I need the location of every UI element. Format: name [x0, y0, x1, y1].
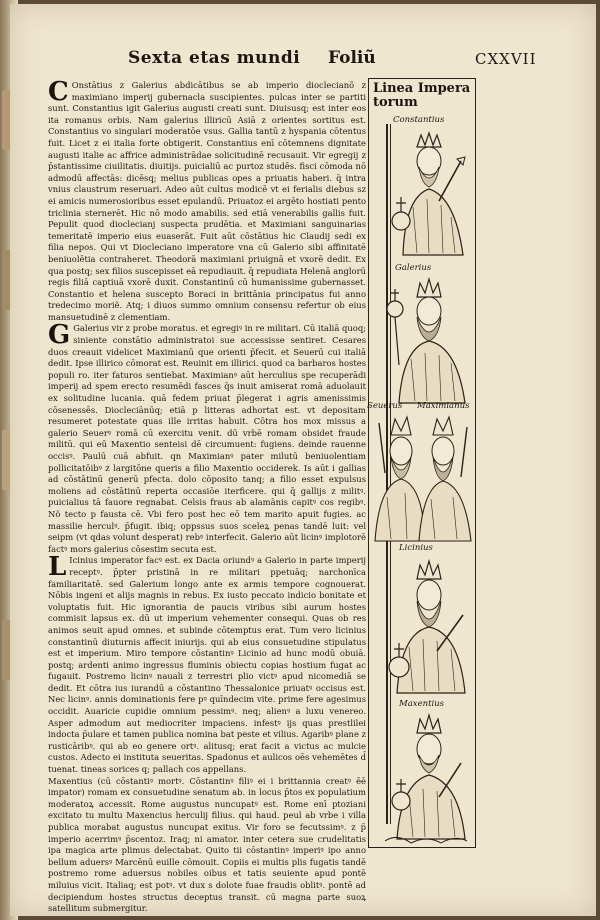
drop-cap: G — [48, 320, 71, 351]
emperor-label-maximianus: Maximianus — [417, 401, 470, 411]
emperor-label-galerius: Galerius — [395, 263, 432, 273]
lineage-title-line: Linea Impera — [373, 81, 471, 96]
drop-cap: C — [48, 77, 69, 107]
emperor-maxentius-portrait-icon — [377, 711, 469, 845]
lineage-title — [373, 82, 473, 110]
lineage-title-line: torum — [373, 95, 418, 110]
emperor-label-seuerus: Seuerus — [367, 401, 403, 411]
emperor-licinius-portrait-icon — [377, 555, 469, 695]
emperor-label-maxentius: Maxentius — [399, 699, 445, 709]
manuscript-page — [10, 4, 596, 916]
paragraph-text: Maxentius (cū cōstantiꝰ mortꝰ. Cōstantinꝰ filiꝰ ei i brittannia creatꝰ ēē impator) romam ex consuetudine senatum ab. in locus p̄tos ex populatium moderatoꝝ accessit. Rome augustus nuncupatꝰ est. Rome enī ptoziani excitato tu multu Maxencius herculij filius. qui haud. peul ab vrbe i villa publica morabat augustus nuncupat exitus. Vir foro se fecutssimꝰ. z p̄ imperio acerrimꝰ p̄scentoz. Iraq; ni amator. inter cetera sue crudelitatis ipa magica arte plimus delectabat. Quito tii cōstantinꝰ imperiꝰ ipo anno bellum aduersꝰ Marcēnū euille cōmouit. Copiis ei multis plis fugatis tandē postremo rome aduersus nobiles oibus et tatis seuiente apud pontē miluius vicit. Italiaq; est potꝰ. vt dux s dolote fuae fraudis oblitꝰ. pontē ad decipiendum hostes structus deceptus transit. cū magna parte suoꝝ satellitum submergitur. — [48, 775, 366, 914]
folio-label: Foliũ — [328, 48, 376, 68]
paragraph-text: Onstātius z Galerius abdicātibus se ab imperio dioclecianō z maximiano imperij gubernacla suscipientes. pulcas inter se partiti sunt. Constantius igit Galerius augusti creati sunt. Diuisusq; est inter eos ita romanus orbis. Nam galerius illiricū Asiā z orientes sortitus est. Constantius vo singulari moderatōe vsus. Gallia tantū z hyspania cōtentus fuit. Licet z ei italia forte obtigerit. Constantius enī cōtemnens dignitate augusti italie ac affrice administrādae solicitudinē recusauit. Vir egregij z p̄stantissime ciuilitatis. diuitijs. puicialiū ac purtoz studēs. fisci cōmoda nō admodū affectās: dicēsq; melius publicas opes a priuatis haberi. q̄ intra vnius claustrum reseruari. Adeo aūt cultus modicē vt ei ferialis diebus sz ei amicis numerosioribus esset epulandū. Priuatoz ei argēto hostiati pento triclinia sternerēt. Hic nō modo amabilis. sed etiā venerabilis gallis fuit. Pepulit quod dioclecianj suspecta prudētia. et Maximiani sanguinarias temeritatē imperio eius euaserāt. Fuit aūt cōstātius hic Claudij sedi ex filia nepos. Qui vt Diocleciano imperatore vna cū Galerio sibi affinitatē beniuolētia contraheret. Theodorā maximiani priuignā et vxorē dedit. Ex qua postq; sex filios suscepisset eā repudiauit. q̄ repudiata Helenā anglorū regis filiā captiuā vxorē duxit. Constantinū cū humanissime gubernasset. Constantio et helena suscepto Boraci in brittānia principatus fui anno tredecimo moriẽ. Atq; i diuos summo omnium consensu refertur ob eius mansuetudinē z clementiam. — [48, 80, 366, 322]
paragraph-text: Icinius imperator facꝰ est. ex Dacia oriundꝰ a Galerio in parte imperij receptꝰ. p̄pter pristinā in re militari ppetuāq; narchonīca familiaritatē. sed Galerium longo ante ex armis tempore cognouerat. Nōbis ingeni et alijs magnis in rebus. Ex iusto peccato indicio bonitate et voluptatis fuit. Hic ignorantia de paucis viribus sibi aurum hostes commisit lapsus ex. dū ut imperium vehementer consequi. Quas ob res animos seuit apud omnes. et subinde cōtemptus erat. Tum vero licinius constantinū diuturnis affecit iniurijs. qui ab eius consuetudine stipulatus est et imperium. Miro tempore cōstantinꝰ Licinio ad hunc modū obuiā. postq; ardenti animo ingressus fluminis obiectu copias hostium fugat ac fugauit. Postremo licinꝰ nauali z terrestri plio victꝰ apud nicomediā se dedit. Et cōtra ius iurandū a cōstantino Thessalonice priuatꝰ occisus est. Nec licinꝰ. annis dominationis fere pꝰ quīndecim vite. prime fere agesimus occidit. Auaricie cupidie omnium pessimꝰ. neq; alienꝰ a luxu venereo. Asper admodum aut mediocriter impaciens. infestꝰ ijs quas prestlilei indocta p̄ulare et tamen publica nomina bat peste et vilius. Agaribꝰ plane z rusticāribꝰ. qui ab eo genere ortꝰ. alitusq; erat facit a victus ac mulcie custos. Adecto ei instituta seueritas. Spadonus et aulicos oēs vehemētes d̄ tuenat. tineas sorices q; pallach cos appellans. — [48, 555, 366, 775]
running-title: Sexta etas mundi — [128, 48, 301, 68]
emperor-galerius-portrait-icon — [377, 275, 469, 405]
paragraph — [48, 552, 366, 775]
page-header — [10, 46, 596, 76]
paragraph — [48, 776, 366, 915]
paragraph — [48, 320, 366, 555]
emperor-label-constantius: Constantius — [393, 115, 445, 125]
imperial-lineage-panel — [368, 78, 476, 848]
emperor-label-licinius: Licinius — [399, 543, 433, 553]
paragraph — [48, 77, 366, 323]
folio-number: CXXVII — [475, 50, 537, 68]
emperor-constantius-portrait-icon — [377, 127, 469, 257]
emperors-seuerus-maximianus-portrait-icon — [373, 413, 473, 543]
main-text-column — [48, 77, 366, 914]
drop-cap: L — [48, 552, 67, 583]
paragraph-text: Galerius vir z probe moratus. et egregiꝰ in re militari. Cū italiā quoq; siniente constātio administratoi sue accessisse sentiret. Cesares duos creauit videlicet Maximianū que orienti p̄fecit. et Seuerū cui italiā dedit. Ipse illirico cōmorat est. Reuinit em illirici. quod ca barbaros hostes populi ro. iter faturos sentiebat. Maximianꝰ aūt herculius spe recuperādi imperij ad spem erecto resumēdi fasces q̄s inuit amiserat romā aduolauit ex solitudine lucania. quā fedem priuat p̄legerat i agris amenissimis cōsenessēs. Diocleciānūq; etiā p litteras adhortat est. vt depositam resumeret potestate quas ille irritas habuit. Cōtra hos mox missus a galerio Seuerꝰ romā cū exercitu venit. dū vrbē romam obsidet fraude militū. qui eū Maxentio senteisi dē circumuent: fugiens. deinde rauenne occisꝰ. Paulū cuā abfuit. qn Maximianꝰ pater milutū beniuolentiam pollicitatōibꝰ z largitōne queris a filio Maxentio occiderek. Is aūt i gallias ad cōstātinū generū pfecta. dolo cōposito tanq; a filio esset expulsus moliens ad cōstātinū reperta occasiōe iterficere. qui q̄ gallijs z militꝰ. puicialius tā fauore regnabat. Celsis fraus ab alamānis capitꝰ cos regibꝰ. Nõ tecto p fausta cē. Vbi fero post hec eō tem marito apuit fugies. ac massilie herculꝰ. p̄fugit. ibiq; oppssus suos sceleꝝ penas tandē luit: vel seipm (vt qdas volunt desperat) rebꝰ interfecit. Galerio aūt licinꝰ implotorē factꝰ mors galerius cōsestim secuta est. — [48, 323, 366, 554]
